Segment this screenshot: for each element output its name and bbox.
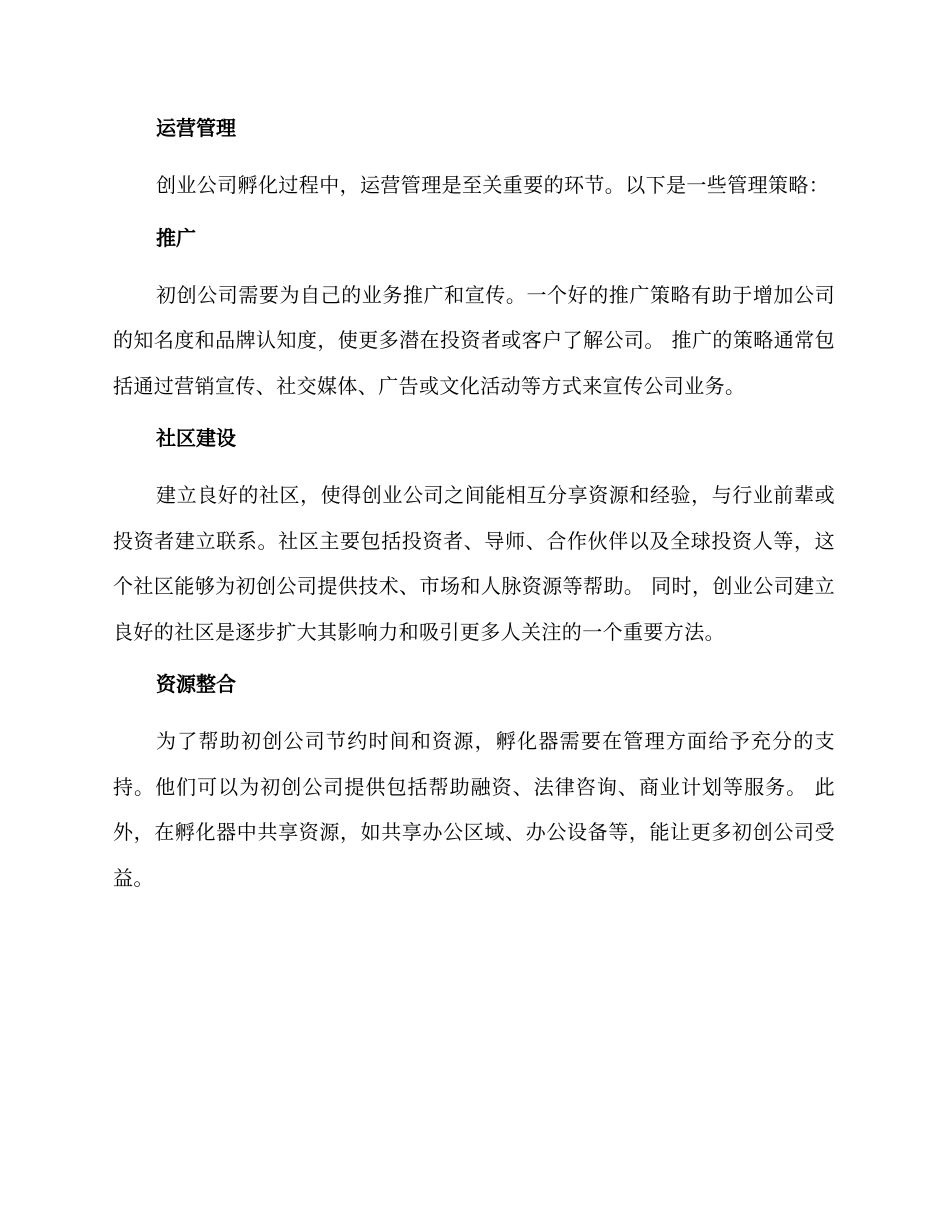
section-body-operations: 创业公司孵化过程中，运营管理是至关重要的环节。以下是一些管理策略： <box>156 173 830 197</box>
section-body-promotion: 初创公司需要为自己的业务推广和宣传。一个好的推广策略有助于增加公司的知名度和品牌认知度，使更多潜在投资者或客户了解公司。 推广的策略通常包括通过营销宣传、社交媒体、广告或文化活动等方式来宣传公司业务。 <box>113 282 835 398</box>
section-heading-resources: 资源整合 <box>156 672 236 696</box>
section-body-community: 建立良好的社区，使得创业公司之间能相互分享资源和经验，与行业前辈或投资者建立联系。社区主要包括投资者、导师、合作伙伴以及全球投资人等，这个社区能够为初创公司提供技术、市场和人脉资源等帮助。 同时，创业公司建立良好的社区是逐步扩大其影响力和吸引更多人关注的一个重要方法。 <box>113 483 835 644</box>
section-heading-operations: 运营管理 <box>156 116 236 140</box>
document-content <box>113 108 835 901</box>
section-heading-promotion: 推广 <box>156 225 196 250</box>
section-heading-community: 社区建设 <box>156 426 236 450</box>
section-body-resources: 为了帮助初创公司节约时间和资源，孵化器需要在管理方面给予充分的支持。他们可以为初创公司提供包括帮助融资、法律咨询、商业计划等服务。 此外，在孵化器中共享资源，如共享办公区域、办公设备等，能让更多初创公司受益。 <box>113 729 835 890</box>
